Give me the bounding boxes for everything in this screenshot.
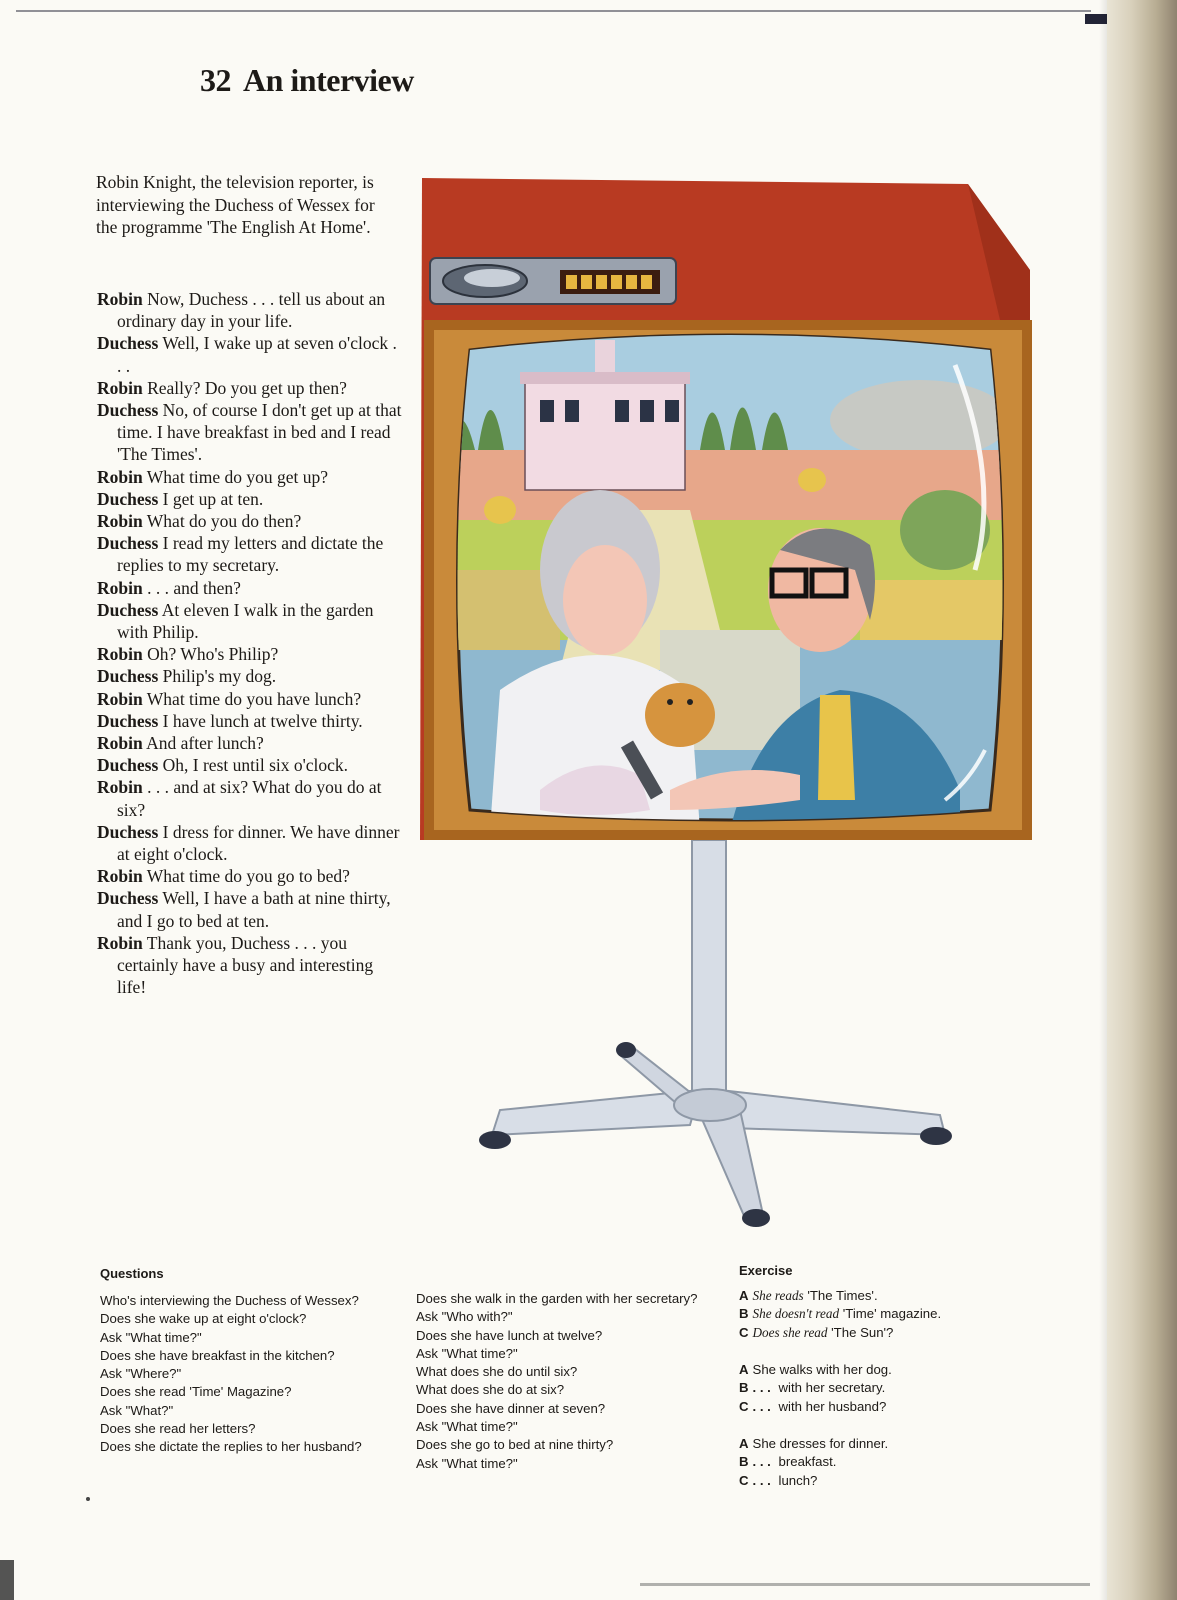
- exercise-item: [739, 1361, 1029, 1379]
- exercise-text: with her secretary.: [774, 1380, 886, 1396]
- speaker: Robin: [97, 289, 143, 309]
- dialogue-text: At eleven I walk in the garden with Philip.: [117, 599, 374, 643]
- question-item: Does she have dinner at seven?: [416, 1400, 606, 1416]
- exercise-text: 'Time' magazine.: [839, 1306, 942, 1322]
- speaker: Duchess: [97, 333, 159, 354]
- dialogue-text: No, of course I don't get up at that time. I have breakfast in bed and I read 'The Times'.: [117, 400, 402, 465]
- question-item: Does she wake up at eight o'clock?: [100, 1311, 307, 1327]
- dialogue-line: [97, 377, 402, 399]
- exercise-label: C: [739, 1324, 749, 1340]
- dialogue-text: Oh? Who's Philip?: [147, 644, 279, 665]
- exercise-label: A: [739, 1436, 749, 1451]
- exercise-item: [739, 1398, 1029, 1416]
- question-item: Ask "What time?": [416, 1345, 518, 1361]
- dialogue-line: [97, 710, 402, 732]
- dialogue-text: Well, I wake up at seven o'clock . . .: [117, 333, 397, 376]
- exercise-item: [739, 1379, 1029, 1397]
- questions-heading: Questions: [100, 1266, 164, 1281]
- page-title: [200, 62, 414, 99]
- dialogue-line: [97, 865, 402, 887]
- speaker: Robin: [97, 466, 143, 487]
- exercise-item: [739, 1324, 1029, 1342]
- question-item: Ask "Who with?": [416, 1309, 513, 1325]
- dialogue-text: And after lunch?: [146, 733, 264, 754]
- question-item: Ask "Where?": [100, 1366, 182, 1382]
- tv-screen: [440, 330, 1050, 830]
- exercise-heading: Exercise: [739, 1263, 793, 1278]
- dialogue-text: Thank you, Duchess . . . you certainly have a busy and interesting life!: [117, 932, 374, 998]
- exercise-text: She dresses for dinner.: [752, 1436, 889, 1451]
- tv-stand: [479, 840, 952, 1227]
- exercise-label: C: [739, 1472, 749, 1488]
- dialogue-line: [97, 887, 402, 931]
- dialogue-text: What do you do then?: [146, 511, 302, 532]
- dialogue-text: Now, Duchess . . . tell us about an ordinary day in your life.: [117, 289, 386, 332]
- dialogue-line: [97, 332, 402, 376]
- exercise-dots: . . .: [752, 1398, 771, 1414]
- dialogue-line: [97, 488, 402, 510]
- intro-paragraph: Robin Knight, the television reporter, is interviewing the Duchess of Wessex for the programme 'The English At Home'.: [96, 172, 375, 237]
- question-item: What does she do until six?: [416, 1364, 578, 1380]
- tv-illustration: [400, 150, 1050, 1240]
- exercise-label: B: [739, 1454, 749, 1470]
- speaker: Duchess: [97, 710, 159, 731]
- question-item: Does she go to bed at nine thirty?: [416, 1437, 614, 1453]
- dialogue-text: Philip's my dog.: [162, 666, 277, 687]
- question-item: Does she have breakfast in the kitchen?: [100, 1347, 335, 1363]
- speaker: Robin: [97, 644, 143, 665]
- dialogue-line: [97, 510, 402, 532]
- speaker: Robin: [97, 577, 143, 598]
- exercise-item: [739, 1472, 1029, 1490]
- dialogue-line: [97, 466, 402, 488]
- question-item: Ask "What time?": [100, 1329, 202, 1345]
- speaker: Duchess: [97, 666, 159, 687]
- question-item: Does she walk in the garden with her secretary?: [416, 1291, 698, 1306]
- speaker: Duchess: [97, 755, 159, 776]
- page-binding-shadow: [1107, 0, 1177, 1600]
- dialogue-text: I get up at ten.: [162, 488, 264, 509]
- dialogue-line: [97, 821, 402, 865]
- page-edge-mark: [0, 1560, 14, 1600]
- dialogue-line: [97, 754, 402, 776]
- exercise-text: She walks with her dog.: [752, 1362, 892, 1377]
- speaker: Robin: [97, 688, 143, 709]
- dialogue-text: I have lunch at twelve thirty.: [162, 710, 363, 731]
- question-item: Does she have lunch at twelve?: [416, 1327, 603, 1343]
- top-rule: [16, 10, 1091, 12]
- questions-column-2: [416, 1290, 706, 1473]
- exercise-dots: . . .: [752, 1454, 771, 1470]
- bottom-rule: [640, 1583, 1090, 1586]
- exercise-dots: . . .: [752, 1380, 771, 1396]
- speaker: Robin: [97, 866, 143, 887]
- dialogue-text: What time do you get up?: [146, 466, 329, 487]
- exercise-text: 'The Sun'?: [827, 1324, 894, 1340]
- exercise-label: A: [739, 1288, 749, 1303]
- exercise-text: lunch?: [774, 1472, 818, 1488]
- speaker: Duchess: [97, 400, 159, 421]
- dialogue-line: [97, 577, 402, 599]
- question-item: What does she do at six?: [416, 1382, 565, 1398]
- exercise-group-3: [739, 1435, 1029, 1490]
- dialogue-line: [97, 532, 402, 576]
- exercise-item: [739, 1287, 1029, 1305]
- speaker: Duchess: [97, 599, 159, 620]
- dialogue: [97, 288, 402, 999]
- exercise-text: with her husband?: [774, 1398, 887, 1414]
- exercise-dots: . . .: [752, 1472, 771, 1488]
- speaker: Duchess: [97, 888, 159, 909]
- question-item: Ask "What time?": [416, 1419, 518, 1435]
- speaker: Robin: [97, 932, 143, 953]
- dialogue-line: [97, 399, 402, 466]
- exercise-item: [739, 1453, 1029, 1471]
- dialogue-text: Oh, I rest until six o'clock.: [162, 755, 349, 776]
- exercise-italic: She reads: [752, 1288, 804, 1303]
- dialogue-text: What time do you have lunch?: [146, 688, 362, 709]
- exercise-group-1: [739, 1287, 1029, 1342]
- speaker: Duchess: [97, 488, 159, 509]
- question-item: Does she dictate the replies to her husband?: [100, 1439, 362, 1455]
- speaker: Duchess: [97, 821, 159, 842]
- exercise-label: A: [739, 1362, 749, 1377]
- page-dot: [86, 1497, 90, 1501]
- dialogue-text: Really? Do you get up then?: [147, 377, 347, 398]
- exercise-italic: Does she read: [752, 1324, 828, 1340]
- dialogue-line: [97, 599, 402, 643]
- question-item: Ask "What?": [100, 1402, 174, 1418]
- exercise-label: B: [739, 1306, 749, 1322]
- dialogue-line: [97, 665, 402, 687]
- exercise-group-2: [739, 1361, 1029, 1416]
- dialogue-line: [97, 688, 402, 710]
- dialogue-text: What time do you go to bed?: [146, 866, 350, 887]
- dialogue-line: [97, 643, 402, 665]
- tv-control-panel: [430, 258, 676, 304]
- dialogue-text: . . . and then?: [147, 577, 241, 598]
- questions-column-1: [100, 1292, 400, 1457]
- exercise-text: 'The Times'.: [803, 1288, 878, 1303]
- dialogue-text: Well, I have a bath at nine thirty, and I go to bed at ten.: [117, 888, 391, 931]
- exercise-text: breakfast.: [774, 1454, 837, 1470]
- dialogue-line: [97, 776, 402, 820]
- question-item: Ask "What time?": [416, 1455, 518, 1471]
- exercise-label: C: [739, 1398, 749, 1414]
- question-item: Who's interviewing the Duchess of Wessex?: [100, 1293, 359, 1308]
- exercise-italic: She doesn't read: [752, 1306, 840, 1322]
- speaker: Robin: [97, 777, 143, 798]
- dialogue-text: . . . and at six? What do you do at six?: [117, 777, 382, 820]
- dialogue-text: I read my letters and dictate the replies to my secretary.: [117, 533, 384, 576]
- exercise-label: B: [739, 1380, 749, 1396]
- exercise-item: [739, 1435, 1029, 1453]
- speaker: Robin: [97, 733, 143, 754]
- speaker: Duchess: [97, 533, 159, 554]
- lesson-number: 32: [200, 62, 231, 98]
- question-item: Does she read 'Time' Magazine?: [100, 1384, 292, 1400]
- dialogue-line: [97, 732, 402, 754]
- dialogue-text: I dress for dinner. We have dinner at eight o'clock.: [117, 821, 400, 865]
- speaker: Robin: [97, 511, 143, 532]
- lesson-title: An interview: [243, 62, 414, 98]
- dialogue-line: [97, 288, 402, 332]
- speaker: Robin: [97, 377, 143, 398]
- question-item: Does she read her letters?: [100, 1421, 256, 1437]
- exercise-item: [739, 1305, 1029, 1323]
- dialogue-line: [97, 932, 402, 999]
